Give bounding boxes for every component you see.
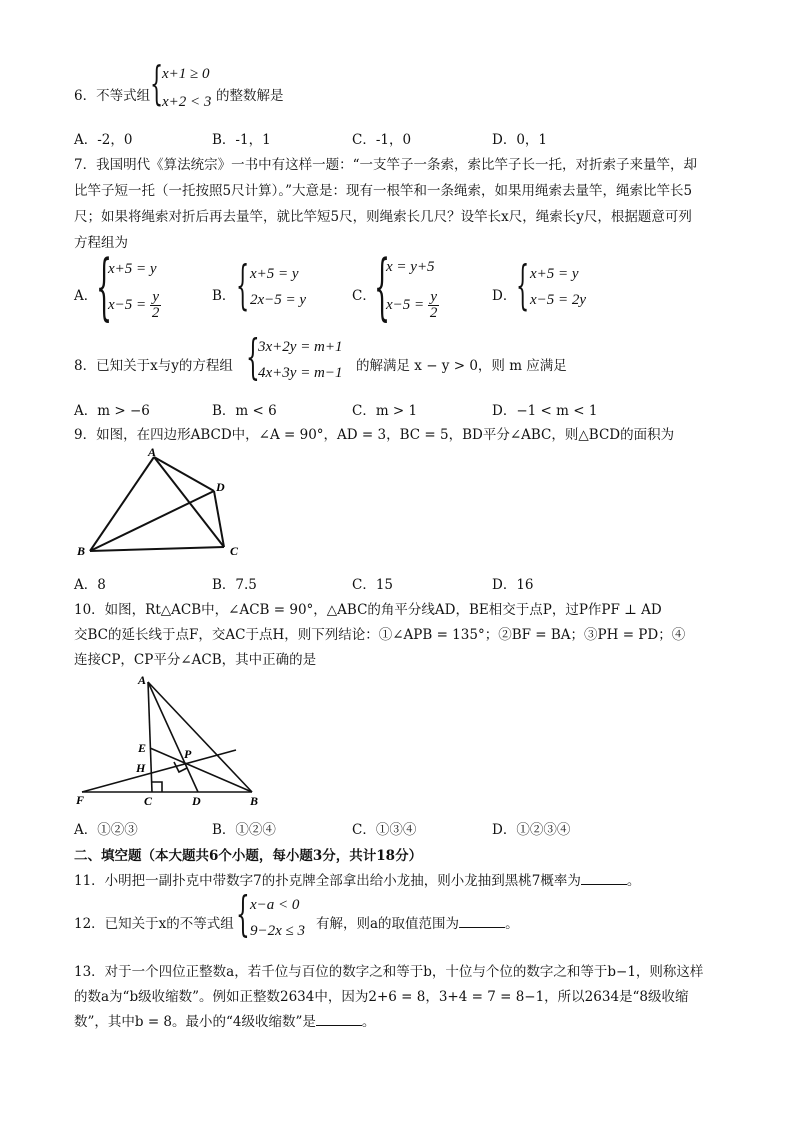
q12-brace: {: [236, 886, 250, 942]
q10-right-angle-c: [152, 782, 162, 792]
q10-label-d: D: [192, 794, 201, 808]
q12-answer-blank[interactable]: [459, 915, 505, 928]
q9-edge-ab: [90, 457, 154, 551]
q10-line3: 连接CP，CP平分∠ACB，其中正确的是: [74, 652, 317, 668]
q9-option-d: D．16: [492, 577, 534, 593]
q7-option-d-label: D．: [492, 288, 517, 304]
q10-option-a: A．①②③: [74, 822, 138, 838]
q12-suffix-line: [316, 912, 519, 932]
q7-option-b-eq2: 2x−5 = y: [250, 292, 307, 308]
q6-prefix: 6．不等式组: [74, 88, 151, 104]
q11-text: 11．小明把一副扑克中带数字7的扑克牌全部拿出给小龙抽，则小龙抽到黑桃7概率为: [74, 873, 581, 889]
q13-line2: 的数a为“b级收缩数”。例如正整数2634中，因为2+6 = 8，3+4 = 7 = 8−1，所以2634是“8级收缩: [74, 989, 689, 1005]
q8-option-b: B．m < 6: [212, 403, 277, 419]
q7-option-b-eq1: x+5 = y: [250, 266, 299, 282]
q12-prefix: 12．已知关于x的不等式组: [74, 916, 234, 932]
q13-answer-blank[interactable]: [316, 1013, 362, 1026]
q10-label-a: A: [138, 673, 147, 687]
section2-heading: 二、填空题（本大题共6个小题，每小题3分，共计18分）: [74, 848, 423, 864]
q8-option-d: D．−1 < m < 1: [492, 403, 598, 419]
q11-answer-blank[interactable]: [581, 872, 627, 885]
q13-line1: 13．对于一个四位正整数a，若千位与百位的数字之和等于b，十位与个位的数字之和等于b−1，则称这样: [74, 964, 704, 980]
q9-label-c: C: [230, 544, 239, 558]
q10-edge-ab: [148, 682, 252, 792]
q11-end: 。: [626, 873, 641, 889]
q9-text: 9．如图，在四边形ABCD中，∠A = 90°，AD = 3，BC = 5，BD平分∠ABC，则△BCD的面积为: [74, 427, 675, 443]
q7-option-a-den: 2: [151, 305, 160, 321]
q7-option-a-eq2: [108, 290, 161, 321]
q7-option-a-label: A．: [74, 288, 98, 304]
q7-option-b-brace: {: [236, 256, 250, 316]
q10-line2: 交BC的延长线于点F，交AC于点H，则下列结论：①∠APB = 135°；②BF = BA；③PH = PD；④: [74, 627, 686, 643]
q6-option-d: D．0，1: [492, 132, 548, 148]
q6-suffix: 的整数解是: [216, 88, 284, 104]
q9-figure: [74, 447, 254, 567]
q6-option-b: B．-1，1: [212, 132, 271, 148]
q7-line4: 方程组为: [74, 235, 128, 251]
q13-line3-wrap: [74, 1010, 375, 1030]
q7-line1: 7．我国明代《算法统宗》一书中有这样一题：“一支竿子一条索，索比竿子长一托，对折索子来量竿，却: [74, 157, 697, 173]
q7-option-c-den: 2: [429, 305, 438, 321]
q7-option-d-eq1: x+5 = y: [530, 266, 579, 282]
q10-edge-ac: [148, 682, 152, 792]
q7-option-c-brace: {: [374, 244, 391, 328]
q8-eq2: 4x+3y = m−1: [258, 365, 343, 381]
q10-label-e: E: [138, 741, 147, 755]
q9-option-c: C．15: [352, 577, 394, 593]
q11-line: [74, 869, 640, 889]
q7-option-a-eq2-left: x−5 =: [108, 296, 150, 313]
q9-label-d: D: [216, 480, 225, 494]
q6-brace: {: [150, 56, 164, 110]
q7-option-a-brace: {: [96, 244, 113, 328]
q13-end: 。: [361, 1014, 376, 1030]
q7-option-c-num: y: [428, 290, 440, 306]
q12-suffix: 有解，则a的取值范围为: [316, 916, 460, 932]
q9-edge-dc: [214, 491, 224, 547]
q7-option-c-eq2: [386, 290, 439, 321]
q9-edge-bc: [90, 547, 224, 551]
q8-option-c: C．m > 1: [352, 403, 418, 419]
q10-label-h: H: [136, 761, 146, 775]
q7-option-d-eq2: x−5 = 2y: [530, 292, 587, 308]
q8-suffix: 的解满足 x − y > 0，则 m 应满足: [356, 358, 567, 374]
q6-option-a: A．-2，0: [74, 132, 133, 148]
q7-option-c-eq2-left: x−5 =: [386, 296, 428, 313]
q7-option-b-label: B．: [212, 288, 236, 304]
q10-edge-ad: [148, 682, 198, 792]
q8-eq1: 3x+2y = m+1: [258, 339, 343, 355]
q9-edge-bd: [90, 491, 214, 551]
q6-eq2: x+2 < 3: [162, 94, 212, 110]
q7-line3: 尺；如果将绳索对折后再去量竿，就比竿短5尺，则绳索长几尺？设竿长x尺，绳索长y尺，根据题意可列: [74, 209, 692, 225]
q8-brace: {: [246, 329, 260, 385]
q10-option-b: B．①②④: [212, 822, 276, 838]
q10-option-d: D．①②③④: [492, 822, 571, 838]
q8-prefix: 8．已知关于x与y的方程组: [74, 358, 233, 374]
q7-option-d-brace: {: [516, 256, 530, 316]
q10-edge-fp: [82, 750, 236, 792]
q10-label-b: B: [250, 794, 259, 808]
q10-line1: 10．如图，Rt△ACB中，∠ACB = 90°，△ABC的角平分线AD，BE相交于点P，过P作PF ⊥ AD: [74, 602, 662, 618]
q10-figure: [74, 672, 274, 812]
q8-option-a: A．m > −6: [74, 403, 150, 419]
q7-option-c-eq1: x = y+5: [386, 259, 435, 275]
q10-option-c: C．①③④: [352, 822, 417, 838]
q9-label-a: A: [148, 447, 157, 459]
q6-eq1: x+1 ≥ 0: [162, 66, 210, 82]
q9-option-b: B．7.5: [212, 577, 257, 593]
q13-line3: 数”，其中b = 8。最小的“4级收缩数”是: [74, 1014, 316, 1030]
q12-eq2: 9−2x ≤ 3: [250, 923, 306, 939]
q9-edge-ad: [154, 457, 214, 491]
q9-option-a: A．8: [74, 577, 106, 593]
q12-end: 。: [505, 916, 519, 932]
q9-label-b: B: [77, 544, 86, 558]
q7-option-a-num: y: [150, 290, 162, 306]
q10-label-p: P: [184, 747, 192, 761]
q7-option-a-eq1: x+5 = y: [108, 261, 157, 277]
q6-option-c: C．-1，0: [352, 132, 412, 148]
q12-eq1: x−a < 0: [250, 897, 300, 913]
q10-label-c: C: [144, 794, 153, 808]
q10-label-f: F: [76, 793, 85, 807]
q7-option-c-label: C．: [352, 288, 376, 304]
q7-line2: 比竿子短一托（一托按照5尺计算）。”大意是：现有一根竿和一条绳索，如果用绳索去量竿，绳索比竿长5: [74, 183, 693, 199]
